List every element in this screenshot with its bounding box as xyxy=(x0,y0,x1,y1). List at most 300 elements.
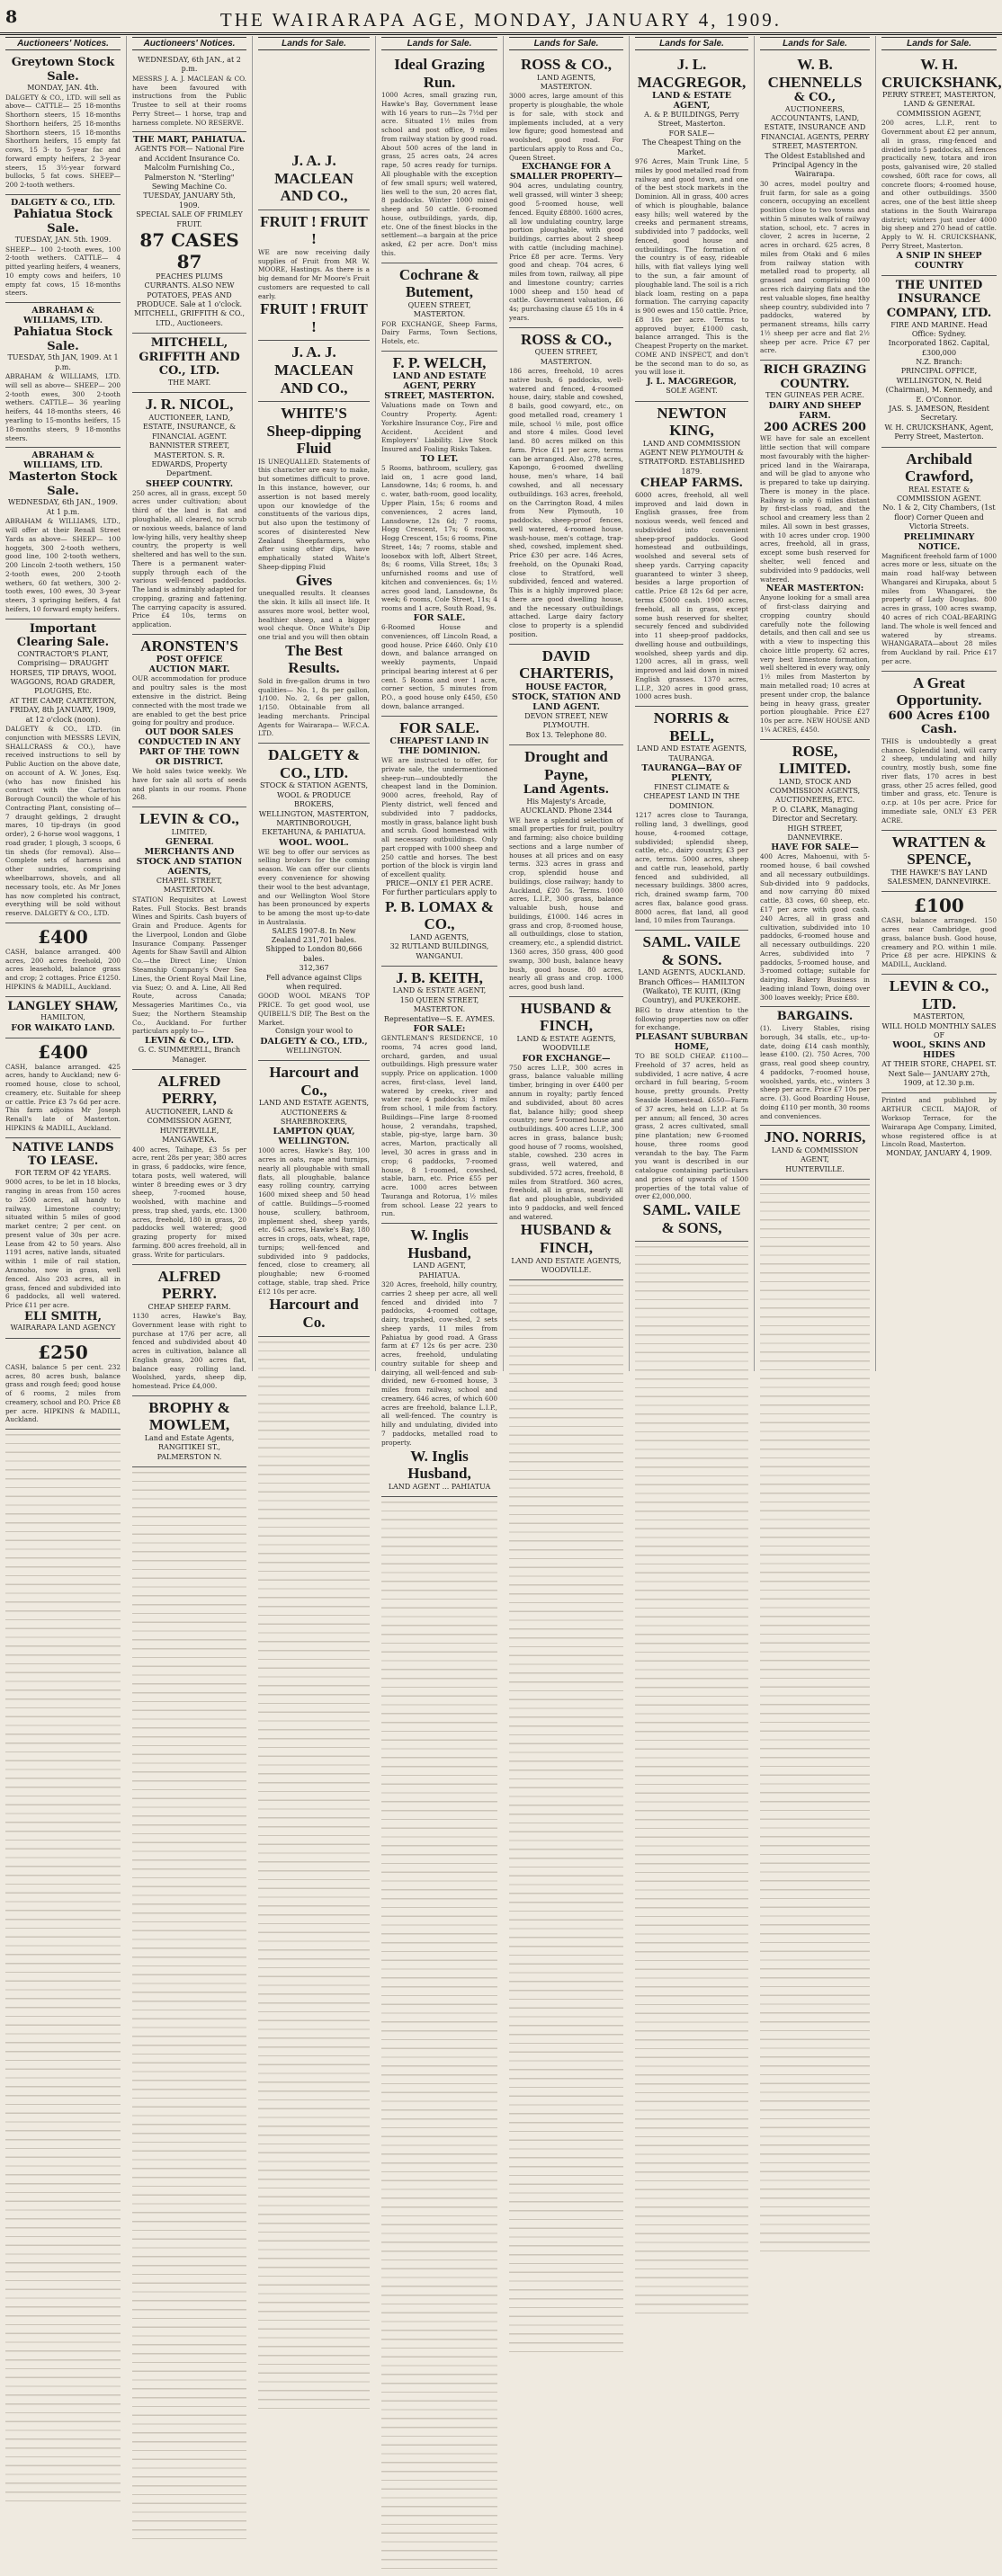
ad-title: NATIVE LANDS TO LEASE. xyxy=(12,1140,114,1169)
ad-subtitle: CHEAPEST LAND IN THE DOMINION. xyxy=(389,736,489,757)
ad-address: BANNISTER STREET, MASTERTON. S. R. EDWARDS, Property Department. xyxy=(148,441,230,478)
ad-body: 400 acres, Taihape, £3 5s per acre, rent 28s per year; 380 acres in grass, 6 paddocks, wire fence, totara posts, well watered, will winter 8 breeding ewes or 3 dry sheep, 7-roomed house, woolshed, with machine and press, trap shed, yards, etc. 1300 acres, freehold, 180 in grass, 20 paddocks well watered; good grazing property for mixed farming. 800 acres freehold, all in grass. Write for particulars. xyxy=(132,1145,246,1259)
ad-title: Cochrane & Butement, xyxy=(398,265,480,301)
ad-title: RICH GRAZING COUNTRY. xyxy=(763,363,867,391)
ad-title: W. Inglis Husband, xyxy=(407,1226,471,1261)
ad-rep: Representative—S. E. AYMES. xyxy=(383,1014,496,1023)
ad-body: THIS is undoubtedly a great chance. Splendid land, will carry 2 sheep, undulating and hilly country, mostly bush, some fine river flats, 170 acres in best grass, other 25 acres felled, good timber and grass, etc. Tenure is o.r.p. at 10s per acre. Price for immediate sale, ONLY £3 PER ACRE. xyxy=(881,736,997,824)
ad-title: ARONSTEN'S xyxy=(140,637,238,655)
ad-title: NORRIS & BELL, xyxy=(653,709,730,744)
ad-subtitle: MASTERTON, xyxy=(913,1012,965,1021)
ad-body: CASH, balance 5 per cent. 232 acres, 80 acres bush, balance grass and rough feed; good house of 6 rooms, 2 miles from creamery, school and P.O. Price £8 per acre. HIPKINS & MADILL, Auckland. xyxy=(5,1362,121,1424)
ad-goods: PEACHES PLUMS CURRANTS. ALSO NEW POTATOES, PEAS AND PRODUCE. Sale at 1 o'clock. xyxy=(136,272,243,309)
ad-subtitle: LIMITED, xyxy=(171,827,208,836)
ad-title: ALFRED PERRY. xyxy=(157,1267,221,1303)
ad-united-insurance xyxy=(881,276,997,448)
ad-subtitle-2: FOR WAIKATO LAND. xyxy=(11,1022,115,1033)
ad-heading: GENERAL MERCHANTS AND STOCK AND STATION AGENTS, xyxy=(136,837,243,878)
ad-title: LEVIN & CO., LTD. xyxy=(889,977,989,1012)
ad-subtitle: PERRY STREET, MASTERTON, LAND & GENERAL COMMISSION AGENT, xyxy=(881,91,997,118)
ad-title: THE UNITED INSURANCE COMPANY, LTD. xyxy=(886,278,992,320)
ad-heading-2: The Best Results. xyxy=(285,641,343,677)
ad-subtitle: LAND & COMMISSION AGENT, xyxy=(771,1145,859,1164)
ad-body: (1). Livery Stables, rising borough, 34 stalls, etc., up-to-date, doing £14 cash monthly, lease £100. (2). 750 Acres, 700 grass, real good sheep country, 4 paddocks, 7-roomed house, woolshed, yards, etc., winters 3 sheep per acre. Price £7 10s per acre. (3). Good Boarding House, doing £110 per month, 30 rooms and conveniences. xyxy=(760,1024,870,1120)
ad-title: ROSE, LIMITED. xyxy=(779,742,851,778)
ad-subtitle: & CO., xyxy=(793,91,836,105)
ad-subtitle: FOR TERM OF 42 YEARS. xyxy=(14,1168,112,1177)
ad-subtitle: LAND AND ESTATE AGENT, PERRY STREET, MASTERTON. xyxy=(384,371,495,402)
imprint xyxy=(881,1093,997,1163)
ad-title: W. H. CRUICKSHANK, xyxy=(881,56,1002,91)
ad-body-2: 5 Rooms, bathroom, scullery, gas laid on, 1 acre good land, Lansdowne, 14s; 6 rooms, h. and c. water, bath-room, good locality, Upper Plain, 15s; 6 rooms and conveniences, 2 acres land, Lansdowne, 12s 6d; 7 rooms, Hogg Crescent, 17s; 6 rooms, Hogg Crescent, 15s; 6 rooms, Pine Street, 14s; 7 rooms, stable and loosebox with loft, Albert Street, 8s; 6 rooms, Villa Street, 18s; 3 unfurnished rooms and use of kitchen and conveniences. 6s; 1½ acres good land, Lansdowne, 8s week; 6 rooms, Cole Street, 11s; 4 rooms and 1 acre, South Road, 9s. xyxy=(381,463,497,613)
ad-body: CASH, balance arranged. 400 acres, 200 acres freehold, 200 acres leasehold, balance grass and crop; 2 cottages. Price £1250. HIPKINS & MADILL, Auckland. xyxy=(5,947,121,991)
ad-inglis-husband xyxy=(381,1224,497,1497)
ad-subtitle: Land Agents. xyxy=(523,783,610,798)
ad-archibald-crawford xyxy=(881,448,997,672)
ad-title: J. A. J. MACLEAN AND CO., xyxy=(274,152,353,205)
ad-body: DALGETY & CO., LTD. (in conjunction with MESSRS LEVIN, SHALLCRASS & CO.), have received instructions to sell by Public Auction on the above date, on account of A. W. Jones, Esq. (who has now finished his contract with the Carterton Borough Council) the whole of his Contracting Plant, consisting of— 7 draught geldings, 2 draught mares, 10 tip-drays (in good order), 2 6-horse wool waggons, 1 road grader, 1 plough, 3 scoops, 6 tin sheds (for removal). Also—Complete sets of harness and other sundries, comprising wheelbarrows, shovels, and all necessary tools, etc. As Mr Jones has now completed his contract, everything will be sold without reserve. DALGETY & CO., LTD. xyxy=(5,724,121,918)
ad-cruickshank xyxy=(881,53,1002,276)
ad-cochrane-butement xyxy=(381,263,497,352)
ad-agent: W. H. CRUICKSHANK, Agent, Perry Street, Masterton. xyxy=(884,423,994,441)
column-heading: Auctioneers' Notices. xyxy=(5,37,121,50)
ad-subtitle: LAND, STOCK AND COMMISSION AGENTS, AUCTIONEERS, ETC. xyxy=(769,777,861,805)
ad-body: 976 Acres, Main Trunk Line, 5 miles by good metalled road from railway and good town, and one of the best stock markets in the Dominion. All in grass, 400 acres of which is ploughable, balance easy hills; well watered by the creeks and permanent streams, subdivided into 7 paddocks, well fenced, good house and outbuildings. The formation of the country is of easy, rideable hills, with flat valleys lying well to the sun, a fair amount of ploughable land. The soil is a rich black loam, resting on a papa formation. The carrying capacity is 900 ewes and 150 cattle. Price, £8 10s per acre. Terms to approved buyer, £1000 cash, balance arranged. This is the Cheapest Property on the market. COME AND INSPECT, and don't be the second man to do so, as you will lose it. xyxy=(635,157,749,377)
ad-heading: PLEASANT SUBURBAN HOME, xyxy=(635,1032,748,1053)
ad-body: WILL HOLD MONTHLY SALES OF xyxy=(881,1021,997,1039)
ad-price: £400 xyxy=(38,1040,88,1063)
imprint-text: Printed and published by ARTHUR CECIL MAJOR, of Worksop Terrace, for the Wairarapa Age Company, Limited, whose registered office is at Lincoln Road, Masterton. xyxy=(881,1096,997,1149)
ad-body-2: Anyone looking for a small area of first-class dairying and cropping country should carefully note the following details, and then call and see us with a view to inspecting this choice little property. 62 acres, very best limestone formation, well sheltered in every way, only 1½ miles from Masterton by main metalled road; 10 acres at present under crop, the balance being in heavy grass, greater portion ploughable. Price £27 10s per acre. NEW HOUSE AND 1¼ ACRES, £450. xyxy=(760,593,870,734)
ad-chennells xyxy=(760,53,870,361)
ad-date: MONDAY, JAN. 4th. xyxy=(27,84,99,93)
ad-cases: 87 CASES 87 xyxy=(139,228,239,272)
ad-body: CASH, balance arranged. 425 acres, handy to Auckland; new 6-roomed house, close to school, creamery, etc. Suitable for sheep or cattle. Price £3 7s 6d per acre. This farm adjoins Mr Joseph Renall's late of Masterton. HIPKINS & MADILL, Auckland. xyxy=(5,1062,121,1132)
ad-body: 30 acres, model poultry and fruit farm, for sale as a going concern, occupying an excellent position close to two towns and within 5 minutes walk of railway station, school, etc. 7 acres in clover, 2 acres in lucerne, 2 acres in orchard. 625 acres, 8 miles from Otaki and 6 miles from railway station with metalled road to property, all grassed and comprising 100 acres rich dairying flats and the rest valuable slopes, fine healthy sheep country, subdivided into 7 paddocks, watered by permanent streams, hills carry 1½ sheep per acre and flat 2½ sheep per acre. Price £7 per acre. xyxy=(760,179,870,355)
ad-native-lands xyxy=(5,1138,121,1339)
ad-clearing-sale xyxy=(5,619,121,923)
ad-firm: P. B. LOMAX & CO., xyxy=(385,897,494,933)
ad-subtitle: LAND AND COMMISSION AGENT NEW PLYMOUTH & STRATFORD. ESTABLISHED 1879. xyxy=(639,439,745,476)
ad-aronstens xyxy=(132,635,246,807)
ad-body: WE are instructed to offer, for private sale, the undermentioned sheep-run—undoubtedly the cheapest land in the Dominion. 9000 acres, freehold, Ray of Plenty district, well fenced and subdivided into 7 paddocks, mostly in grass, balance light bush and scrub. Good homestead with all necessary outbuildings. Only part cropped with 1000 sheep and 250 cattle and horses. The best portion of the block is virgin land of excellent quality. xyxy=(381,756,497,879)
ad-footer-title: HUSBAND & FINCH, xyxy=(520,1221,613,1257)
ad-body: 6000 acres, freehold, all well improved and laid down in English grasses, free from noxious weeds, well fenced and subdivided into convenient sheep-proof paddocks. Good homestead and outbuildings, woolshed and several sets of sheep yards. Carrying capacity guaranteed to winter 3 sheep, besides a large proportion of cattle. Price £8 12s 6d per acre, terms £5000 cash. 1900 acres, freehold, all in grass, except some bush reserved for shelter, securely fenced and subdivided into 11 sheep-proof paddocks, dwelling house and outbuildings, woolshed, sheep yards and dip. 1200 acres, all in grass, well improved and laid down in mixed English grasses. 1370 acres, L.I.P., 320 acres in good grass, 1000 acres bush. xyxy=(635,490,748,701)
ad-total: 312,367 xyxy=(299,964,329,973)
ad-title: J. A. J. MACLEAN AND CO., xyxy=(274,343,353,397)
ad-fruit xyxy=(258,210,370,342)
ad-wratten-spence xyxy=(881,831,997,893)
ad-firm-sub: SOLE AGENT. xyxy=(666,387,718,396)
ad-firm: J. L. MACGREGOR, xyxy=(647,377,737,388)
ad-title: Masterton Stock Sale. xyxy=(8,470,118,498)
ad-f-p-welch xyxy=(381,352,497,717)
ad-subtitle: LAND AGENTS, xyxy=(536,73,596,82)
ad-body: Valuations made on Town and Country Property. Agent: Yorkshire Insurance Coy., Fire and Accident. Accident and Employers' Liability. Live Stock Insured and Foaling Risks Taken. xyxy=(381,401,497,454)
ad-manager: JAS. S. JAMESON, Resident Secretary. xyxy=(889,405,989,423)
ad-heading: A SNIP IN SHEEP COUNTRY xyxy=(896,250,982,271)
column-3 xyxy=(253,36,376,1371)
ad-manager: G. C. SUMMERELL, Branch Manager. xyxy=(138,1046,241,1064)
ad-subtitle-2: AUCTIONEERS, ACCOUNTANTS, LAND, ESTATE, INSURANCE AND FINANCIAL AGENTS, PERRY STREET, MASTERTON. xyxy=(760,104,870,151)
ad-macgregor xyxy=(635,53,748,402)
ad-abraham-pahiatua xyxy=(5,303,121,448)
ad-footer-title: Harcourt and Co. xyxy=(269,1296,359,1331)
ad-harcourt xyxy=(258,1061,370,1336)
column-heading: Lands for Sale. xyxy=(258,37,370,50)
ad-subtitle: FIRE AND MARINE. Head Office: Sydney. xyxy=(890,320,988,338)
ad-title: BARGAINS. xyxy=(776,1010,854,1024)
ad-title: Ideal Grazing Run. xyxy=(394,56,485,91)
ad-date: WEDNESDAY, 6th JAN., 1909. At 1 p.m. xyxy=(7,498,118,516)
ad-firm-sub: WAIRARAPA LAND AGENCY xyxy=(10,1324,116,1333)
ad-body-2: TO BE SOLD CHEAP. £1100—Freehold of 37 acres, held as subdivided, 1 acre native, 4 acre orchard in full bearing, 5-room house, pretty grounds. Pretty Seaside Homestead. £650—Farm of 37 acres, held on L.I.P. at 5s per annum; all fenced, 30 acres grass, 2 acres cultivated, small pine plantation; new 6-roomed house, three rooms good verandah to the bay. The Farm you want is described in our catalogue containing particulars and prices of upwards of 1500 properties of the total value of over £2,000,000. xyxy=(635,1052,748,1201)
ad-subtitle: AGENTS FOR— National Fire and Accident Insurance Co. Malcolm Furnishing Co., Palmerston N. "Sterling" Sewing Machine Co. xyxy=(134,145,245,191)
ad-branches: Branch Offices— HAMILTON (Waikato), TE KUITI, (King Country), and PUKEKOHE. xyxy=(638,977,746,1005)
ad-firm: MITCHELL, GRIFFITH & CO., LTD., Auctioneers. xyxy=(134,309,245,327)
ad-jno-norris xyxy=(760,1126,870,1180)
ad-mitchell-griffith xyxy=(132,334,246,393)
ad-levin-co xyxy=(132,807,246,1070)
ad-pahiatua-stock-sale xyxy=(5,195,121,303)
ad-firm: LEVIN & CO., LTD. xyxy=(145,1036,234,1047)
column-heading: Lands for Sale. xyxy=(381,37,497,50)
ad-address: QUEEN STREET, MASTERTON. xyxy=(534,348,598,366)
ad-title: J. L. MACGREGOR, xyxy=(637,56,747,91)
column-overflow-text xyxy=(5,1430,121,2509)
ad-tagline: The Oldest Established and Principal Agency in the Wairarapa. xyxy=(765,151,865,179)
ad-place: AT THEIR STORE, CHAPEL ST. xyxy=(881,1060,997,1069)
ad-title: Harcourt and Co., xyxy=(269,1064,359,1099)
ad-next-sale: Next Sale— JANUARY 27th, 1909, at 12.30 p.m. xyxy=(888,1069,990,1088)
ad-body: 1000 acres, Hawke's Bay, 100 acres in oats, rape and turnips, nearly all ploughable with small flats, all ploughable, balance easy rolling country, carrying 1600 mixed sheep and 50 head of cattle. Buildings—5-roomed house, scullery, bathroom, implement shed, sheep yards, etc. 645 acres, Hawke's Bay, 180 acres in crops, oats, wheat, rape, turnips; well-fenced and subdivided into 9 paddocks, fenced, close to creamery, all ploughable; new 6-roomed cottage, stable, trap shed. Price £12 10s per acre. xyxy=(258,1146,370,1296)
ad-langley-shaw xyxy=(5,997,121,1038)
ad-heading: FOR SALE— xyxy=(668,129,715,138)
ad-title: DAVID CHARTERIS, xyxy=(519,646,613,682)
ad-alfred-perry xyxy=(132,1070,246,1265)
ad-address: PAHIATUA. xyxy=(418,1270,461,1279)
masthead xyxy=(0,0,1002,36)
ad-title-2: FRUIT ! FRUIT ! xyxy=(260,300,368,335)
ad-body: ABRAHAM & WILLIAMS, LTD., will offer at their Renall Street Yards as above— SHEEP— 100 hoggets, 300 2-tooth wethers, good line, 100 2-tooth wethers, 200 Lincoln 2-tooth wethers, 150 2-tooth ewes, 200 2-tooth wethers, 60 fat wethers, 300 2-tooth ewes, 100 ewes, 30 3-year steers, 3 springing heifers, 4 fat heifers, 10 forward empty heifers. xyxy=(5,517,121,613)
ad-title: ALFRED PERRY, xyxy=(157,1072,221,1108)
ad-address: HUNTERVILLE, MANGAWEKA. xyxy=(159,1126,219,1145)
ad-body: GENTLEMAN'S RESIDENCE, 10 rooms, 74 acres good land, orchard, garden, and usual outbuildings. High pressure water supply. Price on application. 1000 acres, first-class, level land, watered by creeks, river and water race; 4 paddocks; 3 miles from school, 1 mile from factory. Buildings—Fine large 8-roomed house, 2 verandahs, trapshed, stable, pig-stye, large barn. 30 acres, Marton, practically all level, 30 acres in grass and in crop; 6 paddocks, 7-roomed house, 8 1-roomed, cowshed, stable, barn, etc. Price £55 per acre. 1000 acres between Tauranga and Rotorua, 1½ miles from school. Lease 22 years to run. xyxy=(381,1034,497,1218)
ad-masterton-stock-sale xyxy=(5,448,121,619)
ad-david-charteris xyxy=(509,645,623,745)
column-overflow-text xyxy=(258,1337,370,2416)
ad-bargains xyxy=(760,1007,870,1126)
column-overflow-text xyxy=(760,1180,870,2259)
ad-maclean-title-2 xyxy=(258,341,370,402)
ad-body: MESSRS J. A. J. MACLEAN & CO. have been favoured with instructions from the Public Trustee to sell at their rooms Perry Street— 1 horse, trap and harness complete. NO RESERVE. xyxy=(132,74,246,127)
ad-title: WRATTEN & SPENCE, xyxy=(891,833,987,869)
column-6 xyxy=(630,36,755,1371)
ad-title: DALGETY & CO., LTD. xyxy=(268,746,360,781)
ad-office: PRINCIPAL OFFICE, WELLINGTON, N. Reid (Chairman), M. Kennedy, and E. O'Connor. xyxy=(885,367,993,404)
ad-special: SPECIAL SALE OF FRIMLEY FRUIT. xyxy=(136,210,243,228)
ad-title: Pahiatua Stock Sale. xyxy=(13,325,113,353)
ad-address: CHAPEL STREET, MASTERTON. xyxy=(156,877,223,895)
ad-title: J. R. NICOL, xyxy=(145,396,234,414)
ad-body: Magnificent freehold farm of 1000 acres more or less, situate on the main road half-way between Whangarei and Kirupaka, about 5 miles from Whangarei, the property of Lady Douglas. 800 acres in grass, 100 acres swamp, 40 acres of rich COAL-BEARING land. The whole is well fenced and watered by streams. WHANGARATA—about 28 miles from Auckland by rail. Price £17 per acre. xyxy=(881,551,997,665)
ad-body: SHEEP— 100 2-tooth ewes, 100 2-tooth wethers. CATTLE— 4 pitted yearling heifers, 4 weaners, 10 empty cows and heifers, 10 empty fat cows, 15 18-months steers. xyxy=(5,245,121,298)
ad-heading: CHEAP FARMS. xyxy=(640,477,744,491)
ad-title: FOR SALE. xyxy=(399,718,479,736)
ad-body-2: unequalled results. It cleanses the skin. It kills all insect life. It assures more wool, better wool, healthier sheep, and a bigger wool cheque. Once White's Dip one trial and you will then obtain xyxy=(258,589,370,642)
ad-j-r-nicol xyxy=(132,393,246,635)
ad-alfred-perry-2 xyxy=(132,1265,246,1396)
ad-title: LEVIN & CO., xyxy=(139,810,239,828)
ad-footer-sub: LAND AGENT ... PAHIATUA xyxy=(388,1482,491,1491)
ad-title: J. B. KEITH, xyxy=(396,968,483,986)
ad-body: CASH, balance arranged. 150 acres near Cambridge, good grass, balance bush. Good house, creamery and P.O. within 1 mile. Price £8 per acre. HIPKINS & MADILL, Auckland. xyxy=(881,916,997,969)
ad-cheapest-land xyxy=(381,717,497,967)
ad-heading: OUT DOOR SALES CONDUCTED IN ANY PART OF THE TOWN OR DISTRICT. xyxy=(138,727,241,768)
ad-subtitle: 600 Acres £100 Cash. xyxy=(888,709,990,737)
ad-heading-2: FOR SALE. xyxy=(413,612,466,623)
ad-price: £250 xyxy=(38,1341,88,1363)
column-4 xyxy=(376,36,504,1491)
ad-firm-sub: LAND AGENTS, xyxy=(409,932,470,941)
ad-subtitle: THE MART. xyxy=(167,379,211,388)
ad-address: HUNTERVILLE. xyxy=(785,1164,845,1173)
ad-hipkins-250 xyxy=(5,1339,121,1430)
ad-advance: Fell advance against Clips when required. xyxy=(265,973,362,991)
ad-body: 1000 Acres, small grazing run, Hawke's Bay, Government lease with 16 years to run—2s 7½d per acre. Situated 1½ miles from school and post office, 9 miles from railway station by good road. About 500 acres of the land in grass, 25 acres oats, 24 acres rape, 50 acres ready for turnips. All ploughable with the exception of few small spurs; well watered, lies well to the sun, 20 acres flat, 8 paddocks. Winter 1000 mixed sheep and 50 cattle. 6-roomed house, outbuildings, yards, dip, etc. One of the finest blocks in the settlement—a bargain at the price asked, £2 per acre. Don't miss this. xyxy=(381,91,497,257)
ad-ross-co xyxy=(509,53,623,328)
ad-dalgety-wool xyxy=(258,744,370,1061)
ad-price: £400 xyxy=(38,925,88,948)
column-heading: Lands for Sale. xyxy=(881,37,997,50)
ad-body-2: We hold sales twice weekly. We have for sale all sorts of seeds and plants in our rooms. Phone 268. xyxy=(132,767,246,802)
ad-heading: WOOL. WOOL. xyxy=(279,837,349,848)
ad-title: WHITE'S Sheep-dipping Fluid xyxy=(266,405,362,458)
ad-subtitle: AUCTIONEER, LAND & COMMISSION AGENT, xyxy=(145,1107,234,1126)
ad-title: ROSS & CO., xyxy=(520,330,613,348)
ad-body: FOR EXCHANGE, Sheep Farms, Dairy Farms, Town Sections, Hotels, etc. xyxy=(381,319,497,346)
ad-body: DALGETY & CO., LTD. will sell as above— CATTLE— 25 18-months Shorthorn steers, 15 18-months Shorthorn heifers, 25 18-months Shorthorn steers, 15 18-months Shorthorn heifers, 15 empty fat cows, 15 3- to 5-year fac and forward empty heifers, 2 3-year steers, 15 3½-year forward bullocks, 5 fat cows. SHEEP— 200 2-tooth wethers. xyxy=(5,93,121,190)
ad-body: WE have a splendid selection of small properties for fruit, poultry and farming; also choice building sections and a large number of houses at all prices and on easy terms. 323 acres in grass and crop, splendid house and buildings, close railway; handy to Auckland, £20 5s. Terms. 1000 acres, L.I.P., 300 grass, balance valuable bush, house and buildings, £1000. 146 acres in grass and crop, 8-roomed house, all outbuildings, close to station, creamery, etc., a splendid district. 1360 acres, 350 grass, 400 good swamp, 300 bush, balance heavy bush, good house. 80 acres, nearly all grass and crop. 1000 acres, good bush land. xyxy=(509,816,623,992)
ad-subtitle: LAND AND ESTATE AGENTS, AUCTIONEERS & SHAREBROKERS, xyxy=(258,1099,370,1127)
ad-greytown-stock-sale xyxy=(5,53,121,195)
ad-date: TUESDAY, JAN. 5th. 1909. xyxy=(14,236,112,245)
ad-title: HUSBAND & FINCH, xyxy=(520,999,613,1035)
ad-body-3: 6-Roomed House and conveniences, off Lincoln Road, a good house. Price £460. Only £10 down, and balance arranged on weekly payments, Unpaid principal bearing interest at 6 per cent. 5 Rooms and over 1 acre, corner section, 5 minutes from P.O., a good house only £450, £50 down, balance arranged. xyxy=(381,622,497,710)
ad-heading: TO LET. xyxy=(420,453,459,464)
column-7 xyxy=(755,36,876,1371)
ad-date: FRIDAY, 8th JANUARY, 1909, at 12 o'clock (noon). xyxy=(9,706,117,724)
ad-title: LANGLEY SHAW, xyxy=(7,999,119,1013)
ad-subtitle: LAND & ESTATE AGENTS, WOODVILLE xyxy=(516,1034,616,1053)
ad-address: HIGH STREET, DANNEVIRKE. xyxy=(787,824,843,842)
ad-body-2: For further particulars apply to xyxy=(381,888,497,897)
ad-heading: FOR SALE: xyxy=(413,1024,466,1035)
ad-date: TUESDAY, JANUARY 5th, 1909. xyxy=(143,192,236,209)
ad-title: Important Clearing Sale. xyxy=(16,621,110,650)
ad-norris-bell xyxy=(635,707,748,931)
ad-address: DEVON STREET, NEW PLYMOUTH. xyxy=(524,711,608,730)
ad-date: WEDNESDAY, 6th JAN., at 2 p.m. xyxy=(138,56,241,74)
ad-title: Pahiatua Stock Sale. xyxy=(13,208,113,236)
ad-consign: Consign your wool to xyxy=(274,1027,353,1036)
ad-subtitle: Land and Estate Agents, RANGITIKEI ST., PALMERSTON N. xyxy=(144,1433,235,1461)
ad-body: STATION Requisites at Lowest Rates. Full Stocks. Best brands Wines and Spirits. Cash buyers of Grain and Produce. Agents for the Liverpool, London and Globe Insurance Company. Passenger Agents for Shaw Savill and Albion Co.—the Direct Line; Union Steamship Company's Over Sea Lines, the Orient Royal Mail Line, via Suez; O. and A. Line, All Red Route, across Canada; Messageries Maritimes Co., via Suez; the Northern Steamship Co., Auckland. For further particulars apply to— xyxy=(132,895,246,1036)
ad-title: SAML. VAILE & SONS. xyxy=(642,933,741,968)
ad-title: Drought and Payne, xyxy=(524,748,608,783)
ad-body: 750 acres L.I.P., 300 acres in grass, balance valuable milling timber, bringing in over £400 per annum in royalty; partly fenced and subdivided, about 80 acres flat, balance hilly; good sheep country; new 5-roomed house and outbuildings. 400 acres L.I.P., 300 acres in grass, balance bush; good house of 7 rooms, woolshed, stable, cowshed. 230 acres in grass, well watered, and subdivided. 572 acres, freehold, 8 miles from Stratford. 360 acres, freehold, all in grass, nearly all flat and ploughable, subdivided into 9 paddocks, and well fenced and watered. xyxy=(509,1063,623,1221)
ad-body-2: 904 acres, undulating country, well grassed, will winter 3 sheep; good 5-roomed house, well fenced. Equity £8800. 1600 acres, all low undulating country, large portion ploughable, with good buildings, carries about 2 sheep with cattle (including machine). Price £8 per acre. Terms. Very good and cheap. 704 acres, 6 miles from town, railway, all pipe and limestone country; carries 1000 sheep and 150 head of cattle. Government valuation, £6 4s; purchasing clause £5 10s in 4 years. xyxy=(509,182,623,322)
ad-subtitle: LAND AGENTS, AUCKLAND. xyxy=(638,968,746,977)
masthead-rule xyxy=(0,32,1002,35)
ad-body: 1217 acres close to Tauranga, rolling land, 3 dwellings, good house, 4-roomed cottage, subdivided; splendid sheep, cattle, etc., dairy country, £3 per acre, terms. 5000 acres, sheep and cattle run, leasehold, partly fenced and subdivided, all necessary buildings. 3800 acres, rich, drained swamp farm, 700 acres flax, balance good grass. 8000 acres, flat land, all good land, 10 miles from Tauranga. xyxy=(635,811,748,925)
ad-rose-limited xyxy=(760,740,870,1008)
ad-subtitle: LAND & ESTATE AGENT, xyxy=(392,986,487,995)
ad-acres: 200 ACRES 200 xyxy=(764,420,866,434)
ad-saml-vaile xyxy=(635,931,748,1242)
column-overflow-text xyxy=(132,1467,246,2546)
ad-body-2: GOOD WOOL MEANS TOP PRICE. To get good wool, use QUIBELL'S DIP, The Best on the Market. xyxy=(258,992,370,1027)
ad-drought-payne xyxy=(509,745,623,997)
ad-address: QUEEN STREET, MASTERTON. xyxy=(407,300,471,319)
ad-heading: EXCHANGE FOR A SMALLER PROPERTY— xyxy=(509,162,623,183)
ad-subtitle: HOUSE FACTOR, STOCK, STATION AND LAND AGENT. xyxy=(512,682,621,712)
ad-title: MITCHELL, GRIFFITH AND CO., LTD. xyxy=(139,336,240,379)
ad-hipkins-100 xyxy=(881,892,997,975)
ad-address: 32 RUTLAND BUILDINGS, WANGANUI. xyxy=(389,942,489,960)
ad-body: 186 acres, freehold, 10 acres native bush, 6 paddocks, well-watered and fenced, 4-roomed house, dairy, stable and cowshed, 8 bails, good cowyard, etc., on good metalled road, creamery 1 mile, school ½ mile, post office and store 4 miles. Good level land. 80 acres milked on this farm. Price £11 per acre, terms can be arranged. Also, 278 acres, Kapongo, 6-roomed dwelling house, men's whare, 14 bail cowshed, and all necessary outbuildings. 163 acres, freehold, on the Carrington Road, 4 miles from New Plymouth, 10 paddocks, sheep-proof fences, well watered, 4-roomed house, wash-house, men's cottage, trap-shed, cowshed, implement shed. Price £30 per acre. 146 Acres, freehold, on the Opunaki Road, close to Stratford, well subdivided, fenced and watered. This is a highly improved place; there are good dwelling house, and the necessary outbuildings attached. Large dairy factory close to property is a splendid position. xyxy=(509,367,623,638)
ad-body: WE beg to offer our services as selling brokers for the coming season. We can offer our clients every convenience for showing their wool to the best advantage, and our Wellington Wool Store has been pronounced by experts to be among the most up-to-date in Australasia. xyxy=(258,847,370,926)
column-2 xyxy=(127,36,253,1461)
ad-body: OUR accommodation for produce and poultry sales is the most extensive in the district. Being connected with the most trade we are enabled to get the best price going for poultry and produce. xyxy=(132,674,246,727)
ad-subtitle: POST OFFICE AUCTION MART. xyxy=(148,655,230,675)
ad-body: BEG to draw attention to the following properties now on offer for exchange. xyxy=(635,1005,748,1032)
ad-city: WELLINGTON. xyxy=(285,1046,343,1055)
column-1 xyxy=(0,36,127,1424)
ad-address: WELLINGTON, MASTERTON, MARTINBOROUGH, EKETAHUNA, & PAHIATUA. xyxy=(258,809,370,837)
ad-subtitle: CHEAP SHEEP FARM. xyxy=(148,1302,231,1311)
ad-rich-grazing xyxy=(760,361,870,739)
ad-heading-2: NEAR MASTERTON: xyxy=(765,584,864,594)
ad-subtitle: CONTRACTOR'S PLANT, Comprising— DRAUGHT HORSES, TIP DRAYS, WOOL WAGGONS, ROAD GRADER, PLOUGHS, Etc. xyxy=(10,649,116,696)
column-heading: Auctioneers' Notices. xyxy=(132,37,246,50)
column-heading: Lands for Sale. xyxy=(635,37,748,50)
ad-body: 250 acres, all in grass, except 50 acres under cultivation; about third of the land is flat and ploughable, all cleared, no scrub or noxious weeds, balance of land low-lying hills, very healthy sheep country, the property is well sheltered and has well to the sun. There is a permanent water-supply through each of the various well-fenced paddocks. The land is admirably adapted for cropping, grazing and fattening. The carrying capacity is assured. Price £4 10s, terms on application. xyxy=(132,488,246,629)
ad-body: 1130 acres, Hawke's Bay, Government lease with right to purchase at 17/6 per acre, all fenced and subdivided about 40 acres in cultivation, balance all English grass, 200 acres flat, balance easy rolling land. Woolshed, yards, sheep dip, homestead. Price £4,000. xyxy=(132,1311,246,1391)
ad-subtitle: REAL ESTATE & COMMISSION AGENT. xyxy=(896,485,981,504)
ad-established: Incorporated 1862. Capital, £300,000 xyxy=(888,339,990,357)
ad-heading: FOR EXCHANGE— xyxy=(522,1053,611,1064)
ad-title: FRUIT ! FRUIT ! xyxy=(260,212,368,248)
ad-hipkins-400 xyxy=(5,923,121,997)
ad-title: BROPHY & MOWLEM, xyxy=(148,1398,230,1434)
ad-firm: ABRAHAM & WILLIAMS, LTD. xyxy=(22,450,103,471)
ad-body: 200 acres, L.I.P., rent to Government about £2 per annum, all in grass, ring-fenced and divided into 5 paddocks, all fences practically new, totara and iron posts, galvanised wire, 20 stalled cowshed, 60ft race for cows, all concrete floors; 4-roomed house, and other outbuildings. 3500 acres, one of the best little sheep stations in the South Wairarapa district; winters just under 4000 big sheep and 270 head of cattle. Apply to W. H. CRUICKSHANK, Perry Street, Masterton. xyxy=(881,119,997,250)
ad-body: IS UNEQUALLED. Statements of this character are easy to make, but sometimes difficult to prove. In this instance, however, our assertion is not based merely upon our knowledge of the constituents of the various dips, but also upon the testimony of scores of disinterested New Zealand Sheepfarmers, who after using other dips, have emphatically stated White's Sheep-dipping Fluid xyxy=(258,457,370,571)
ad-title: F. P. WELCH, xyxy=(392,353,487,371)
ad-sales: SALES 1907-8. In New Zealand 231,701 bales. Shipped to London 80,666 bales. xyxy=(265,926,362,963)
ad-title: JNO. NORRIS, xyxy=(764,1128,866,1146)
ad-subtitle-2: P. O. CLARK, Managing Director and Secretary. xyxy=(772,805,858,824)
ad-heading: WOOL, SKINS AND HIDES xyxy=(892,1040,986,1061)
ad-j-b-keith xyxy=(381,967,497,1224)
ad-address: A. & P. BUILDINGS, Perry Street, Masterton. xyxy=(644,111,739,129)
ad-footer-sub: LAND AND ESTATE AGENTS, WOODVILLE. xyxy=(511,1256,622,1274)
ad-subtitle: LAND AGENT, xyxy=(413,1261,466,1270)
ad-firm: DALGETY & CO., LTD., xyxy=(260,1036,368,1047)
ad-maclean-title xyxy=(258,53,370,210)
ad-title: NEWTON KING, xyxy=(657,404,727,440)
column-overflow-text xyxy=(635,1242,748,2321)
ad-subtitle: LAND AND ESTATE AGENTS, TAURANGA. xyxy=(636,744,747,762)
page-number: 8 xyxy=(5,7,18,27)
column-heading: Lands for Sale. xyxy=(509,37,623,50)
ad-heading: PRELIMINARY NOTICE. xyxy=(903,531,975,552)
ad-heading: SHEEP COUNTRY. xyxy=(145,478,234,489)
ad-body: ABRAHAM & WILLIAMS, LTD. will sell as above— SHEEP— 200 2-tooth ewes, 300 2-tooth wethers. CATTLE— 36 yearling heifers, 44 18-months steers, 46 yearling to 15-months heifers, 15 18-months steers, 9 18-months steers. xyxy=(5,372,121,442)
imprint-date: MONDAY, JANUARY 4, 1909. xyxy=(886,1149,992,1158)
ad-tagline: The Cheapest Thing on the Market. xyxy=(642,138,741,156)
ad-subtitle: AUCTIONEER, LAND, ESTATE, INSURANCE, & FINANCIAL AGENT. xyxy=(142,413,237,441)
ad-great-opportunity xyxy=(881,672,997,831)
ad-title: A Great Opportunity. xyxy=(896,673,982,709)
column-heading: Lands for Sale. xyxy=(760,37,870,50)
ad-date: TUESDAY, 5th JAN, 1909. At 1 p.m. xyxy=(7,353,119,371)
ad-branch: N.Z. Branch: xyxy=(916,358,962,367)
ad-address: MASTERTON. xyxy=(540,82,593,91)
ad-heading: TAURANGA—BAY OF PLENTY, xyxy=(641,763,742,784)
ad-place: AT THE CAMP, CARTERTON, xyxy=(9,696,117,705)
ad-subtitle-2: FINEST CLIMATE & CHEAPEST LAND IN THE DOMINION. xyxy=(643,783,740,810)
ad-heading: Gives xyxy=(295,571,333,589)
ad-levin-wool-sales xyxy=(881,975,997,1093)
ad-maclean-auction xyxy=(132,53,246,132)
ad-subtitle: LAND & ESTATE AGENT, xyxy=(652,91,731,111)
column-8 xyxy=(876,36,1002,1371)
ad-title: Greytown Stock Sale. xyxy=(11,56,115,84)
ad-price: PRICE—ONLY £1 PER ACRE. xyxy=(385,878,494,887)
ad-heading: DAIRY AND SHEEP FARM. xyxy=(768,400,862,421)
ad-firm: DALGETY & CO., LTD. xyxy=(10,198,116,208)
ad-body: 3000 acres, large amount of this property is ploughable, the whole is for sale, with stock and implements included, at a very low figure; good homestead and woolshed, good road. For particulars apply to Ross and Co., Queen Street. xyxy=(509,92,623,162)
ad-subtitle: TEN GUINEAS PER ACRE. xyxy=(765,391,864,400)
ad-title: Archibald Crawford, xyxy=(904,450,973,486)
ad-firm: ABRAHAM & WILLIAMS, LTD. xyxy=(22,306,103,326)
ad-title: W. B. CHENNELLS xyxy=(767,56,863,91)
ad-title: THE MART, PAHIATUA. xyxy=(133,135,246,146)
newspaper-title: THE WAIRARAPA AGE, MONDAY, JANUARY 4, 1909. xyxy=(219,9,783,31)
ad-the-mart xyxy=(132,132,246,334)
ad-ross-co-2 xyxy=(509,328,623,645)
ad-body: 320 Acres, freehold, hilly country, carries 2 sheep per acre, all well fenced and divided into 7 paddocks, 4-roomed cottage, dairy, trapshed, cow-shed, 2 sets sheep yards, 11 miles from Pahiatua by good road. A Grass farm at £7 12s 6s per acre. 230 acres, freehold, undulating country suitable for sheep and dairying, all well-fenced and sub-divided, new 6-roomed house, 3 miles from railway, school and creamery. 646 acres, of which 600 acres are freehold, balance L.I.P., all well-fenced. The country is hilly and undulating, divided into 7 paddocks, metalled road to property. xyxy=(381,1280,497,1447)
ad-newton-king xyxy=(635,402,748,708)
ad-hipkins-400-b xyxy=(5,1038,121,1138)
ad-whites-dip xyxy=(258,402,370,744)
ad-husband-finch xyxy=(509,997,623,1281)
ad-footer-title: W. Inglis Husband, xyxy=(407,1447,471,1483)
ad-address: His Majesty's Arcade, AUCKLAND. Phone 2344 xyxy=(520,797,613,816)
ad-body: 400 Acres, Mahoenui, with 5-roomed house, 6 bail cowshed and all necessary outbuildings. Sub-divided into 9 paddocks, and now carrying 80 mixed cattle, 83 cows, 60 sheep, etc. £17 per acre with good cash. 240 Acres, all in grass and cultivation, subdivided into 10 paddocks, 6-roomed house and all necessary outbuildings. 220 Acres, subdivided into 7 paddocks, 5-roomed house, and 3-roomed cottage; suitable for dairying. Bakery Business in leading inland Town, doing over 300 loaves weekly; Price £80. xyxy=(760,852,870,1002)
ad-subtitle: THE HAWKE'S BAY LAND SALESMEN, DANNEVIRKE. xyxy=(887,868,991,887)
ad-heading: HAVE FOR SALE— xyxy=(771,842,859,853)
ad-price: £100 xyxy=(914,895,964,917)
page-columns xyxy=(0,36,1002,1491)
ad-body: WE are now receiving daily supplies of Fruit from MR W. MOORE, Hastings. As there is a big demand for Mr Moore's Fruit customers are requested to call early. xyxy=(258,247,370,300)
ad-address: No. 1 & 2, City Chambers, (1st floor) Corner Queen and Victoria Streets. xyxy=(882,504,996,531)
ad-body: WE have for sale an excellent little section that will compare most favourably with the higher-priced land in the Wairarapa, and will be glad to anyone who is prepared to take up dairying. There is money in the place. Railway is only 6 miles distant by first-class road, and the school and creamery less than 2 miles. All sown in best grasses, with 10 acres under crop. 1900 acres, freehold, all in grass, except some bush reserved for shelter, well fenced and subdivided into 9 paddocks, well watered. xyxy=(760,434,870,584)
column-overflow-text xyxy=(509,1280,623,2359)
ad-telephone: Box 13. Telephone 80. xyxy=(525,730,607,739)
